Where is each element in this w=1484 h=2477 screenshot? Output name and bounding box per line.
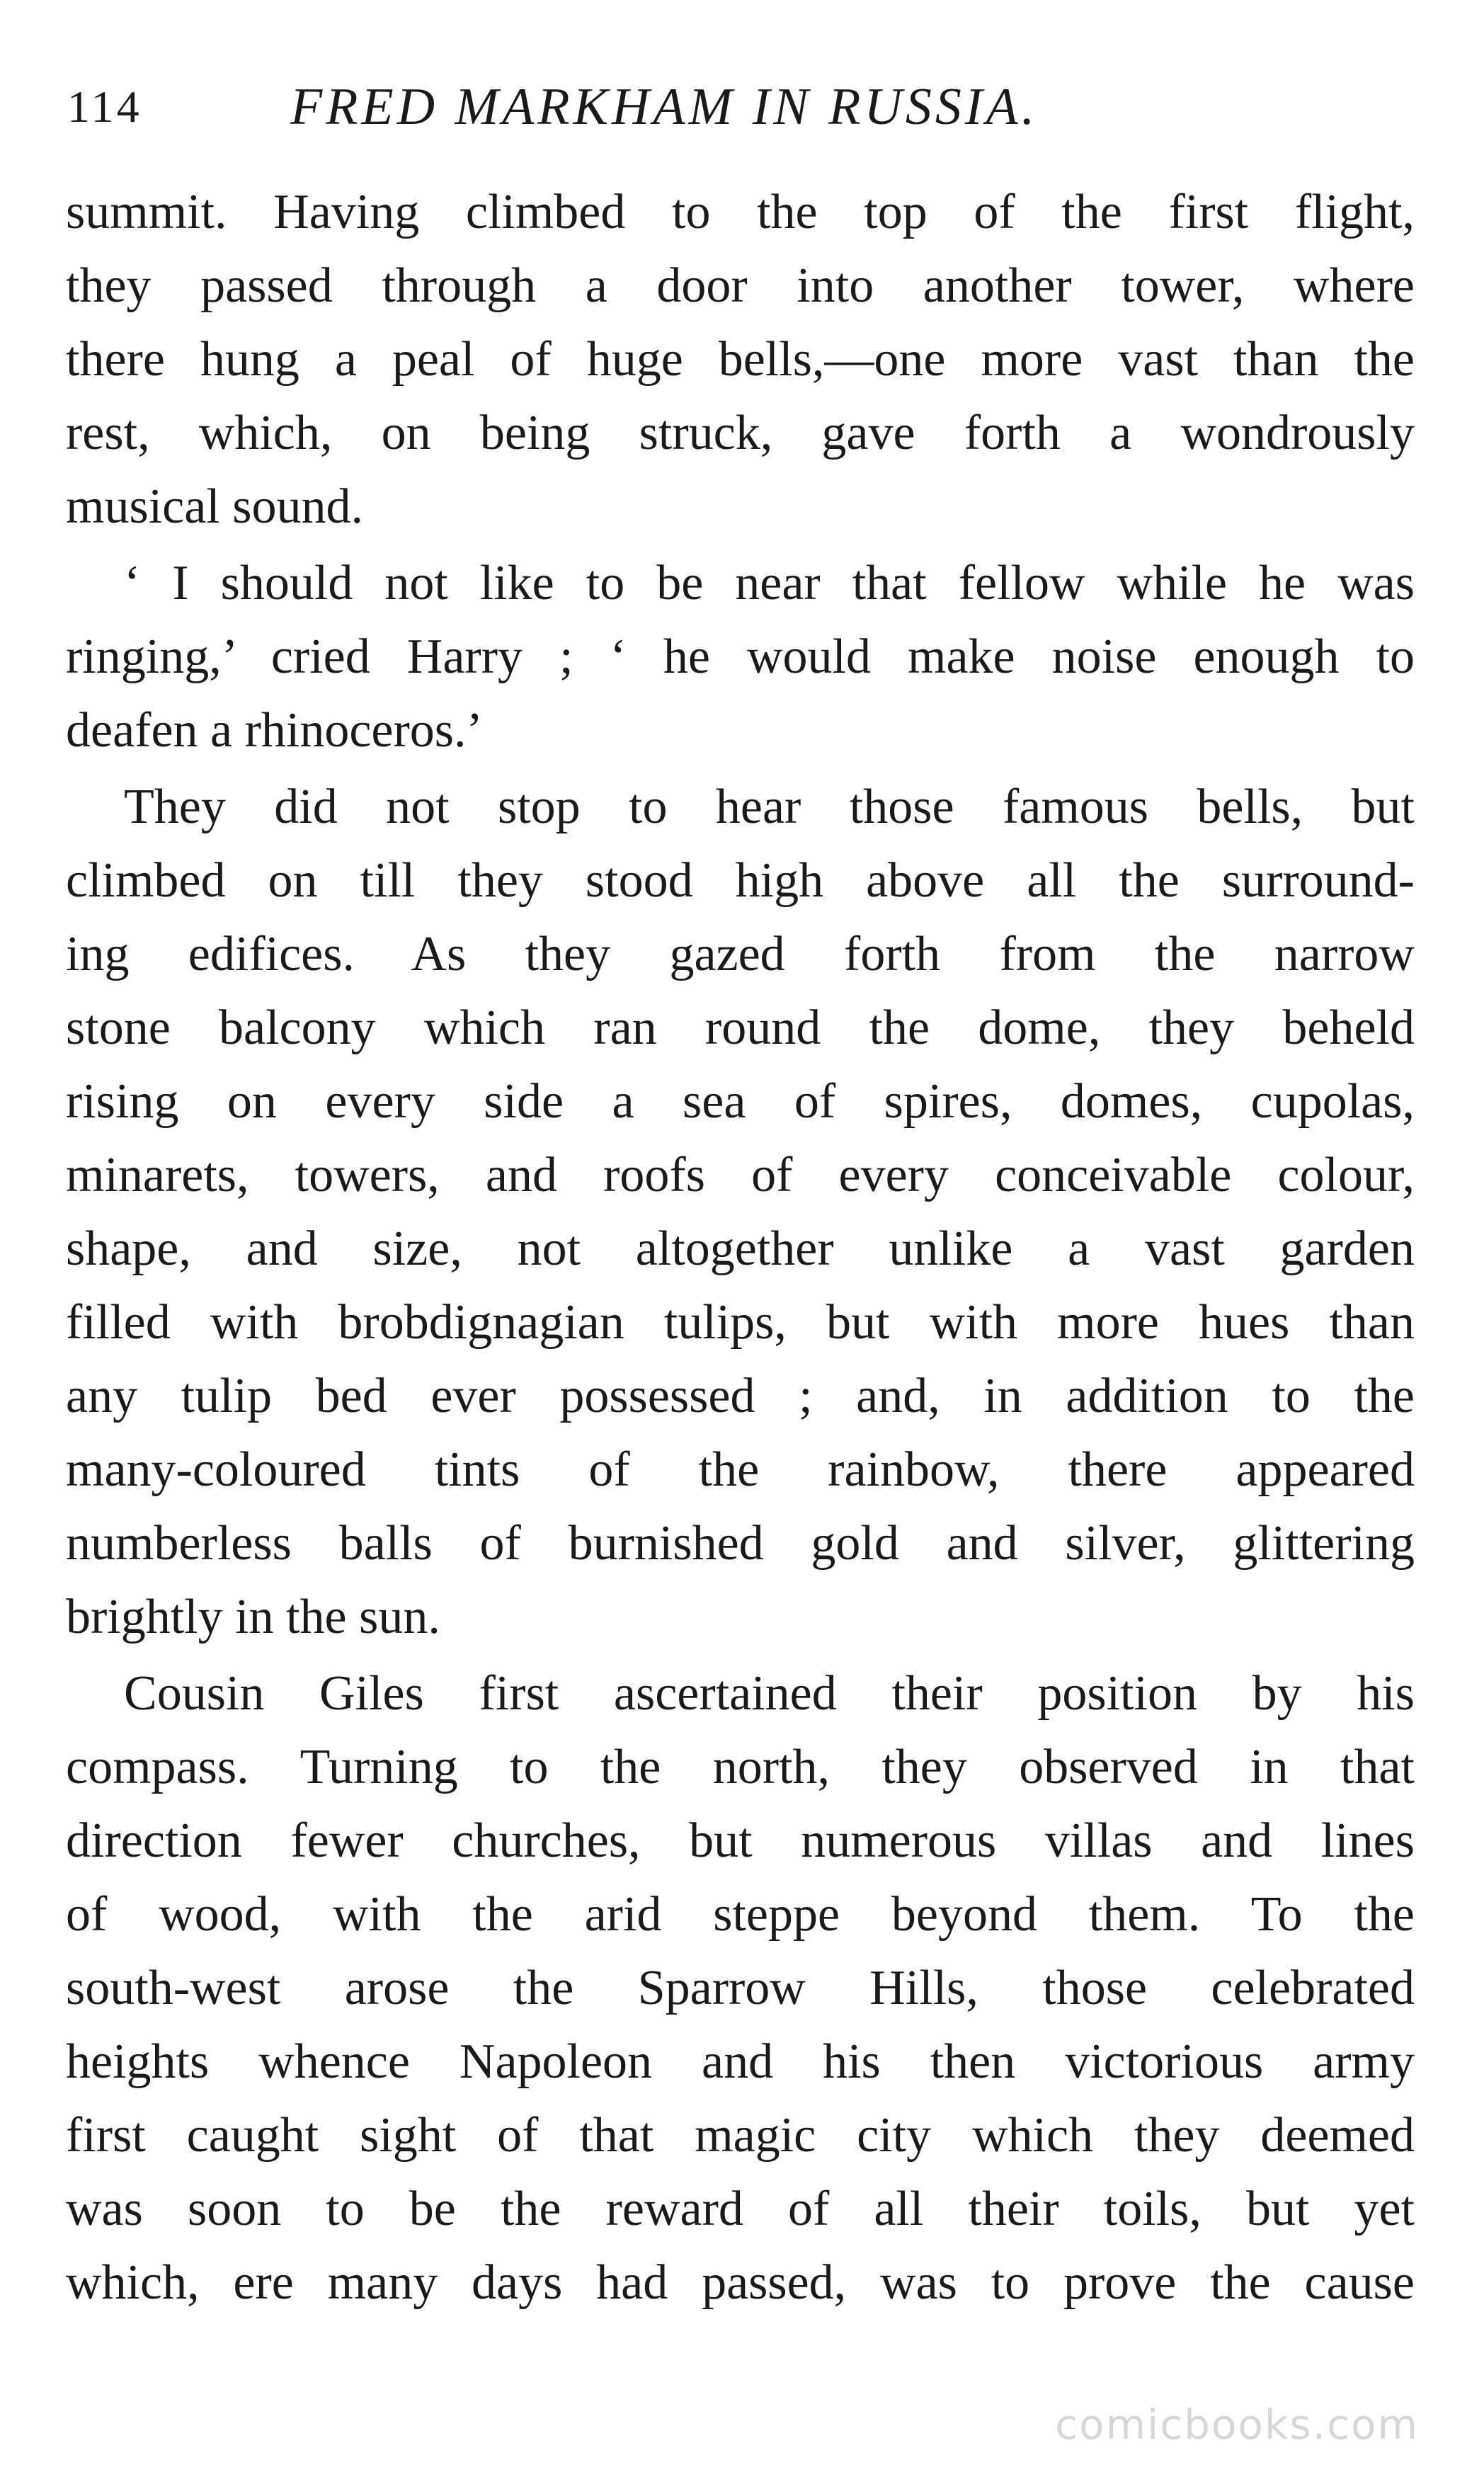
text-line: musical sound. — [66, 479, 363, 534]
text-line: direction fewer churches, but numerous villas and lines — [66, 1813, 1415, 1868]
text-line: Cousin Giles first ascertained their position by his — [124, 1666, 1415, 1721]
text-line: deafen a rhinoceros.’ — [66, 703, 483, 758]
text-line: They did not stop to hear those famous bells, but — [124, 780, 1415, 834]
text-line: any tulip bed ever possessed ; and, in addition to the — [66, 1369, 1415, 1423]
text-line: shape, and size, not altogether unlike a vast garden — [66, 1222, 1415, 1276]
paragraph — [66, 770, 1415, 1654]
text-line: was soon to be the reward of all their toils, but yet — [66, 2182, 1415, 2236]
running-title: FRED MARKHAM IN RUSSIA. — [290, 78, 1039, 136]
text-line: brightly in the sun. — [66, 1590, 440, 1644]
text-line: rising on every side a sea of spires, domes, cupolas, — [66, 1074, 1415, 1129]
text-line: south-west arose the Sparrow Hills, those celebrated — [66, 1961, 1415, 2015]
text-line: ing edifices. As they gazed forth from the narrow — [66, 927, 1415, 981]
text-line: rest, which, on being struck, gave forth a wondrously — [66, 406, 1415, 460]
text-line: which, ere many days had passed, was to prove the cause — [66, 2255, 1415, 2310]
paragraph — [66, 1657, 1415, 2320]
text-line: stone balcony which ran round the dome, they beheld — [66, 1001, 1415, 1055]
text-line: filled with brobdignagian tulips, but with more hues than — [66, 1295, 1415, 1350]
text-line: there hung a peal of huge bells,—one more vast than the — [66, 332, 1415, 387]
text-line: they passed through a door into another tower, where — [66, 258, 1415, 313]
page-header — [67, 68, 1417, 146]
text-line: numberless balls of burnished gold and silver, glittering — [66, 1516, 1415, 1571]
text-line: of wood, with the arid steppe beyond them. To the — [66, 1887, 1415, 1942]
text-line: summit. Having climbed to the top of the first flight, — [66, 185, 1415, 239]
watermark: comicbooks.com — [1055, 2401, 1419, 2449]
page-number: 114 — [67, 81, 142, 132]
text-line: climbed on till they stood high above all the surround- — [66, 853, 1415, 908]
text-line: compass. Turning to the north, they observed in that — [66, 1740, 1415, 1794]
text-line: many-coloured tints of the rainbow, there appeared — [66, 1442, 1415, 1497]
text-line: ‘ I should not like to be near that fellow while he was — [124, 556, 1415, 610]
body-text — [66, 176, 1415, 2320]
paragraph — [66, 547, 1415, 768]
text-line: ringing,’ cried Harry ; ‘ he would make noise enough to — [66, 630, 1415, 684]
paragraph — [66, 176, 1415, 544]
text-line: heights whence Napoleon and his then victorious army — [66, 2034, 1415, 2089]
text-line: first caught sight of that magic city which they deemed — [66, 2108, 1415, 2163]
text-line: minarets, towers, and roofs of every conceivable colour, — [66, 1148, 1415, 1202]
